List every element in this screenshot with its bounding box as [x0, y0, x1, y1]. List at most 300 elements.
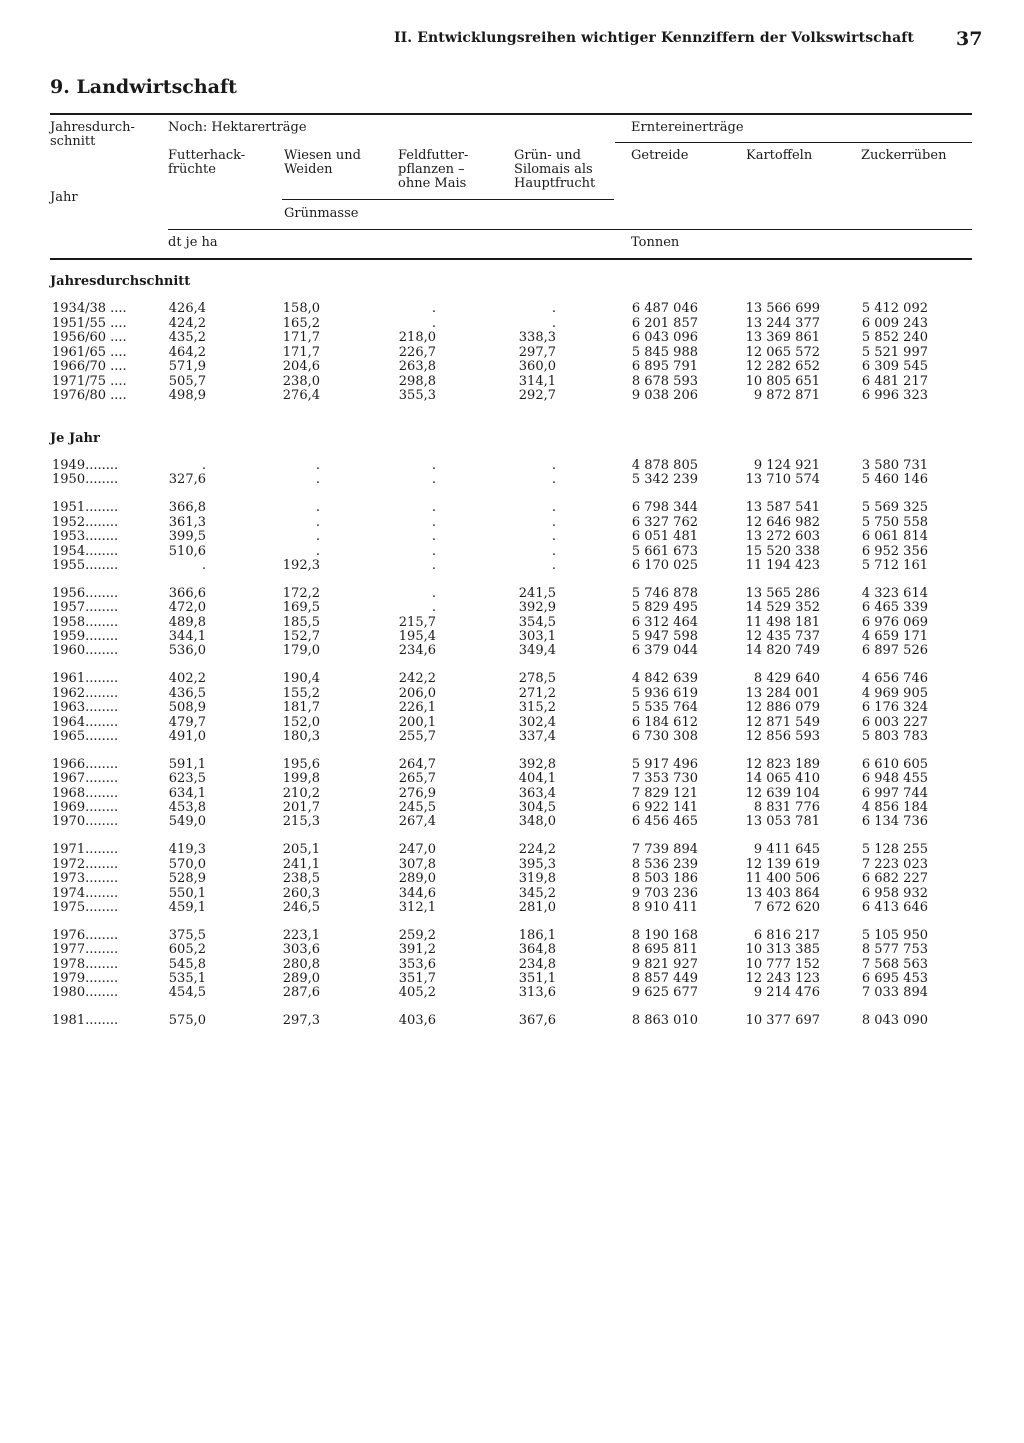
cell-wiesen: 204,6 — [282, 359, 320, 374]
cell-feldfutter: 259,2 — [398, 927, 436, 943]
cell-year: 1958........ — [52, 614, 119, 630]
cell-silomais: . — [551, 529, 556, 545]
cell-zuckerrueben: 5 412 092 — [861, 301, 928, 316]
cell-kartoffeln: 13 272 603 — [745, 529, 820, 545]
cell-wiesen: 297,3 — [282, 1013, 320, 1029]
cell-futterhack: 454,5 — [168, 985, 206, 1001]
cell-zuckerrueben: 8 577 753 — [861, 942, 928, 958]
gruenmasse-label: Grünmasse — [284, 206, 359, 221]
col-feldfutter-header — [398, 149, 468, 191]
page-title: 9. Landwirtschaft — [50, 76, 237, 98]
cell-year: 1973........ — [52, 871, 119, 887]
cell-feldfutter: 247,0 — [398, 842, 436, 858]
cell-silomais: . — [551, 301, 556, 316]
cell-getreide: 6 312 464 — [631, 614, 698, 630]
cell-silomais: 404,1 — [518, 771, 556, 787]
cell-feldfutter: 344,6 — [398, 885, 436, 901]
cell-feldfutter: 226,7 — [398, 344, 436, 360]
cell-year: 1977........ — [52, 942, 119, 958]
cell-wiesen: 289,0 — [282, 971, 320, 986]
cell-futterhack: 550,1 — [168, 885, 206, 901]
cell-feldfutter: 245,5 — [398, 800, 436, 815]
cell-getreide: 9 703 236 — [631, 885, 698, 901]
cell-zuckerrueben: 6 413 646 — [861, 899, 928, 915]
col-feldfutter-line3: ohne Mais — [398, 176, 467, 191]
cell-year: 1979........ — [52, 971, 119, 986]
running-head: II. Entwicklungsreihen wichtiger Kennziffern der Volkswirtschaft — [394, 30, 914, 46]
cell-wiesen: 165,2 — [282, 315, 320, 331]
cell-getreide: 5 661 673 — [631, 543, 698, 559]
cell-getreide: 6 730 308 — [631, 728, 698, 744]
cell-year: 1950........ — [52, 472, 119, 488]
cell-kartoffeln: 12 886 079 — [745, 700, 820, 716]
cell-futterhack: 489,8 — [168, 614, 206, 630]
cell-wiesen: . — [315, 500, 320, 516]
cell-kartoffeln: 9 124 921 — [753, 458, 820, 473]
cell-feldfutter: 263,8 — [398, 359, 436, 374]
cell-zuckerrueben: 6 009 243 — [861, 315, 928, 331]
cell-getreide: 5 845 988 — [631, 344, 698, 360]
cell-silomais: 313,6 — [518, 985, 556, 1001]
cell-zuckerrueben: 4 856 184 — [861, 800, 928, 815]
cell-zuckerrueben: 6 958 932 — [861, 885, 928, 901]
cell-getreide: 6 487 046 — [631, 301, 698, 316]
cell-feldfutter: . — [431, 514, 436, 530]
cell-silomais: . — [551, 315, 556, 331]
cell-kartoffeln: 11 194 423 — [745, 557, 820, 573]
cell-getreide: 5 535 764 — [631, 700, 698, 716]
cell-getreide: 5 936 619 — [631, 685, 698, 701]
cell-silomais: . — [551, 543, 556, 559]
cell-year: 1980........ — [52, 985, 119, 1001]
col-futterhack-line1: Futterhack- — [168, 148, 246, 163]
cell-zuckerrueben: 6 695 453 — [861, 971, 928, 986]
cell-zuckerrueben: 7 033 894 — [861, 985, 928, 1001]
cell-feldfutter: 353,6 — [398, 956, 436, 972]
cell-zuckerrueben: 6 997 744 — [861, 785, 928, 801]
cell-wiesen: 169,5 — [282, 600, 320, 616]
header-bottom-rule — [50, 258, 972, 260]
cell-wiesen: . — [315, 529, 320, 545]
cell-silomais: 271,2 — [518, 685, 556, 701]
cell-wiesen: 171,7 — [282, 344, 320, 360]
cell-silomais: 224,2 — [518, 842, 556, 858]
cell-feldfutter: . — [431, 458, 436, 473]
cell-wiesen: 190,4 — [282, 671, 320, 687]
cell-futterhack: 510,6 — [168, 543, 206, 559]
cell-zuckerrueben: 6 003 227 — [861, 714, 928, 730]
cell-feldfutter: 391,2 — [398, 942, 436, 958]
cell-year: 1969........ — [52, 800, 119, 815]
cell-zuckerrueben: 6 176 324 — [861, 700, 928, 716]
cell-wiesen: 238,5 — [282, 871, 320, 887]
cell-wiesen: 192,3 — [282, 557, 320, 573]
col-wiesen-header — [284, 149, 361, 177]
cell-zuckerrueben: 6 952 356 — [861, 543, 928, 559]
cell-kartoffeln: 12 282 652 — [745, 359, 820, 374]
cell-zuckerrueben: 5 128 255 — [861, 842, 928, 858]
cell-kartoffeln: 10 377 697 — [745, 1013, 820, 1029]
cell-year: 1966/70 .... — [52, 359, 127, 374]
cell-year: 1961........ — [52, 671, 119, 687]
cell-zuckerrueben: 6 897 526 — [861, 643, 928, 659]
cell-wiesen: 180,3 — [282, 728, 320, 744]
cell-silomais: . — [551, 472, 556, 488]
cell-year: 1972........ — [52, 856, 119, 872]
cell-feldfutter: 289,0 — [398, 871, 436, 887]
cell-silomais: . — [551, 557, 556, 573]
cell-futterhack: . — [201, 557, 206, 573]
cell-getreide: 7 739 894 — [631, 842, 698, 858]
cell-futterhack: 545,8 — [168, 956, 206, 972]
cell-getreide: 6 379 044 — [631, 643, 698, 659]
cell-kartoffeln: 9 214 476 — [753, 985, 820, 1001]
cell-zuckerrueben: 6 976 069 — [861, 614, 928, 630]
cell-year: 1974........ — [52, 885, 119, 901]
cell-kartoffeln: 13 244 377 — [745, 315, 820, 331]
cell-silomais: 315,2 — [518, 700, 556, 716]
cell-silomais: 338,3 — [518, 330, 556, 345]
cell-futterhack: 479,7 — [168, 714, 206, 730]
cell-kartoffeln: 12 856 593 — [745, 728, 820, 744]
cell-kartoffeln: 10 313 385 — [745, 942, 820, 958]
cell-silomais: 364,8 — [518, 942, 556, 958]
cell-wiesen: 179,0 — [282, 643, 320, 659]
cell-getreide: 6 922 141 — [631, 800, 698, 815]
cell-silomais: 314,1 — [518, 373, 556, 389]
col-feldfutter-line1: Feldfutter- — [398, 148, 469, 163]
cell-year: 1951/55 .... — [52, 315, 127, 331]
cell-futterhack: 535,1 — [168, 971, 206, 986]
col-futterhack-header — [168, 149, 245, 177]
cell-feldfutter: 200,1 — [398, 714, 436, 730]
cell-zuckerrueben: 6 134 736 — [861, 814, 928, 830]
cell-kartoffeln: 9 411 645 — [753, 842, 820, 858]
cell-zuckerrueben: 3 580 731 — [861, 458, 928, 473]
cell-futterhack: 344,1 — [168, 629, 206, 644]
cell-zuckerrueben: 7 223 023 — [861, 856, 928, 872]
cell-wiesen: 287,6 — [282, 985, 320, 1001]
cell-getreide: 7 353 730 — [631, 771, 698, 787]
group-header-hektar: Noch: Hektarerträge — [168, 120, 307, 135]
cell-silomais: 304,5 — [518, 800, 556, 815]
cell-feldfutter: 355,3 — [398, 388, 436, 403]
cell-feldfutter: 215,7 — [398, 614, 436, 630]
cell-kartoffeln: 12 646 982 — [745, 514, 820, 530]
cell-silomais: 186,1 — [518, 927, 556, 943]
cell-kartoffeln: 13 369 861 — [745, 330, 820, 345]
section-je-jahr: Je Jahr — [50, 431, 100, 446]
cell-feldfutter: 351,7 — [398, 971, 436, 986]
unit-left-label: dt je ha — [168, 235, 218, 250]
cell-futterhack: 426,4 — [168, 301, 206, 316]
cell-silomais: 303,1 — [518, 629, 556, 644]
cell-feldfutter: 405,2 — [398, 985, 436, 1001]
cell-silomais: 348,0 — [518, 814, 556, 830]
cell-wiesen: 238,0 — [282, 373, 320, 389]
cell-kartoffeln: 12 243 123 — [745, 971, 820, 986]
cell-feldfutter: . — [431, 529, 436, 545]
cell-futterhack: 528,9 — [168, 871, 206, 887]
cell-getreide: 8 190 168 — [631, 927, 698, 943]
cell-year: 1957........ — [52, 600, 119, 616]
cell-kartoffeln: 8 429 640 — [753, 671, 820, 687]
cell-year: 1956/60 .... — [52, 330, 127, 345]
col-silomais-line2: Silomais als — [514, 162, 593, 177]
cell-wiesen: 223,1 — [282, 927, 320, 943]
cell-wiesen: 280,8 — [282, 956, 320, 972]
cell-futterhack: 623,5 — [168, 771, 206, 787]
cell-kartoffeln: 12 435 737 — [745, 629, 820, 644]
cell-futterhack: 464,2 — [168, 344, 206, 360]
cell-zuckerrueben: 4 969 905 — [861, 685, 928, 701]
cell-wiesen: 260,3 — [282, 885, 320, 901]
cell-zuckerrueben: 5 852 240 — [861, 330, 928, 345]
cell-wiesen: 246,5 — [282, 899, 320, 915]
cell-getreide: 6 201 857 — [631, 315, 698, 331]
cell-feldfutter: . — [431, 585, 436, 601]
cell-silomais: 349,4 — [518, 643, 556, 659]
cell-zuckerrueben: 6 610 605 — [861, 756, 928, 772]
cell-wiesen: 276,4 — [282, 388, 320, 403]
cell-silomais: 292,7 — [518, 388, 556, 403]
group-rule — [615, 142, 972, 143]
cell-silomais: 278,5 — [518, 671, 556, 687]
cell-futterhack: 436,5 — [168, 685, 206, 701]
unit-right-label: Tonnen — [631, 235, 680, 250]
cell-zuckerrueben: 5 712 161 — [861, 557, 928, 573]
page-number: 37 — [956, 28, 983, 50]
col-wiesen-line1: Wiesen und — [284, 148, 361, 163]
cell-feldfutter: 206,0 — [398, 685, 436, 701]
cell-kartoffeln: 9 872 871 — [753, 388, 820, 403]
cell-kartoffeln: 13 053 781 — [745, 814, 820, 830]
cell-zuckerrueben: 6 465 339 — [861, 600, 928, 616]
cell-wiesen: 241,1 — [282, 856, 320, 872]
cell-silomais: 367,6 — [518, 1013, 556, 1029]
cell-kartoffeln: 12 639 104 — [745, 785, 820, 801]
cell-futterhack: 491,0 — [168, 728, 206, 744]
cell-getreide: 6 170 025 — [631, 557, 698, 573]
cell-wiesen: 303,6 — [282, 942, 320, 958]
cell-zuckerrueben: 4 323 614 — [861, 585, 928, 601]
cell-wiesen: . — [315, 472, 320, 488]
col-zuckerrueben-header: Zuckerrüben — [861, 148, 947, 163]
cell-year: 1934/38 .... — [52, 301, 127, 316]
cell-year: 1978........ — [52, 956, 119, 972]
cell-futterhack: 419,3 — [168, 842, 206, 858]
cell-year: 1981........ — [52, 1013, 119, 1029]
cell-year: 1971/75 .... — [52, 373, 127, 389]
cell-year: 1976/80 .... — [52, 388, 127, 403]
cell-getreide: 6 184 612 — [631, 714, 698, 730]
cell-getreide: 8 695 811 — [631, 942, 698, 958]
cell-kartoffeln: 8 831 776 — [753, 800, 820, 815]
cell-year: 1966........ — [52, 756, 119, 772]
cell-futterhack: 536,0 — [168, 643, 206, 659]
cell-wiesen: 152,0 — [282, 714, 320, 730]
cell-getreide: 8 910 411 — [631, 899, 698, 915]
cell-year: 1963........ — [52, 700, 119, 716]
cell-futterhack: 366,8 — [168, 500, 206, 516]
cell-kartoffeln: 7 672 620 — [753, 899, 820, 915]
cell-kartoffeln: 14 065 410 — [745, 771, 820, 787]
cell-kartoffeln: 13 403 864 — [745, 885, 820, 901]
col-futterhack-line2: früchte — [168, 162, 216, 177]
cell-feldfutter: 265,7 — [398, 771, 436, 787]
cell-futterhack: 459,1 — [168, 899, 206, 915]
cell-getreide: 6 327 762 — [631, 514, 698, 530]
cell-kartoffeln: 13 566 699 — [745, 301, 820, 316]
cell-getreide: 4 842 639 — [631, 671, 698, 687]
cell-zuckerrueben: 7 568 563 — [861, 956, 928, 972]
cell-wiesen: . — [315, 543, 320, 559]
cell-getreide: 5 917 496 — [631, 756, 698, 772]
cell-silomais: 392,8 — [518, 756, 556, 772]
cell-kartoffeln: 12 871 549 — [745, 714, 820, 730]
cell-feldfutter: 234,6 — [398, 643, 436, 659]
cell-kartoffeln: 15 520 338 — [745, 543, 820, 559]
cell-kartoffeln: 13 284 001 — [745, 685, 820, 701]
cell-year: 1954........ — [52, 543, 119, 559]
cell-year: 1967........ — [52, 771, 119, 787]
cell-getreide: 5 746 878 — [631, 585, 698, 601]
cell-getreide: 8 503 186 — [631, 871, 698, 887]
unit-rule — [168, 229, 972, 230]
cell-year: 1970........ — [52, 814, 119, 830]
cell-feldfutter: . — [431, 301, 436, 316]
cell-year: 1976........ — [52, 927, 119, 943]
cell-feldfutter: 403,6 — [398, 1013, 436, 1029]
cell-zuckerrueben: 5 460 146 — [861, 472, 928, 488]
cell-getreide: 8 536 239 — [631, 856, 698, 872]
cell-silomais: 351,1 — [518, 971, 556, 986]
cell-feldfutter: 298,8 — [398, 373, 436, 389]
cell-wiesen: 181,7 — [282, 700, 320, 716]
cell-feldfutter: 242,2 — [398, 671, 436, 687]
cell-zuckerrueben: 5 521 997 — [861, 344, 928, 360]
cell-getreide: 8 863 010 — [631, 1013, 698, 1029]
cell-futterhack: 549,0 — [168, 814, 206, 830]
cell-kartoffeln: 11 498 181 — [745, 614, 820, 630]
cell-getreide: 6 456 465 — [631, 814, 698, 830]
col-year-header-line1: Jahresdurch- — [50, 120, 135, 135]
cell-kartoffeln: 13 587 541 — [745, 500, 820, 516]
col-kartoffeln-header: Kartoffeln — [746, 148, 813, 163]
cell-futterhack: 435,2 — [168, 330, 206, 345]
cell-getreide: 5 947 598 — [631, 629, 698, 644]
cell-zuckerrueben: 6 948 455 — [861, 771, 928, 787]
cell-year: 1961/65 .... — [52, 344, 127, 360]
cell-kartoffeln: 6 816 217 — [753, 927, 820, 943]
cell-zuckerrueben: 5 569 325 — [861, 500, 928, 516]
cell-getreide: 5 829 495 — [631, 600, 698, 616]
cell-futterhack: 570,0 — [168, 856, 206, 872]
cell-futterhack: 472,0 — [168, 600, 206, 616]
cell-futterhack: 505,7 — [168, 373, 206, 389]
cell-zuckerrueben: 6 061 814 — [861, 529, 928, 545]
cell-feldfutter: . — [431, 315, 436, 331]
cell-zuckerrueben: 4 656 746 — [861, 671, 928, 687]
cell-zuckerrueben: 4 659 171 — [861, 629, 928, 644]
cell-futterhack: 575,0 — [168, 1013, 206, 1029]
cell-wiesen: 172,2 — [282, 585, 320, 601]
cell-getreide: 7 829 121 — [631, 785, 698, 801]
cell-silomais: 360,0 — [518, 359, 556, 374]
cell-year: 1952........ — [52, 514, 119, 530]
cell-getreide: 8 857 449 — [631, 971, 698, 986]
cell-zuckerrueben: 5 750 558 — [861, 514, 928, 530]
cell-wiesen: 152,7 — [282, 629, 320, 644]
cell-silomais: 297,7 — [518, 344, 556, 360]
cell-silomais: 345,2 — [518, 885, 556, 901]
col-feldfutter-line2: pflanzen – — [398, 162, 465, 177]
cell-silomais: . — [551, 514, 556, 530]
cell-feldfutter: 312,1 — [398, 899, 436, 915]
cell-kartoffeln: 12 823 189 — [745, 756, 820, 772]
group-header-ernte: Erntereinerträge — [631, 120, 744, 135]
cell-futterhack: 375,5 — [168, 927, 206, 943]
cell-year: 1968........ — [52, 785, 119, 801]
cell-silomais: 395,3 — [518, 856, 556, 872]
cell-wiesen: 210,2 — [282, 785, 320, 801]
cell-zuckerrueben: 6 682 227 — [861, 871, 928, 887]
cell-silomais: 337,4 — [518, 728, 556, 744]
cell-feldfutter: 226,1 — [398, 700, 436, 716]
cell-getreide: 9 038 206 — [631, 388, 698, 403]
cell-getreide: 9 821 927 — [631, 956, 698, 972]
col-year-header — [50, 121, 135, 149]
cell-wiesen: . — [315, 514, 320, 530]
cell-futterhack: 402,2 — [168, 671, 206, 687]
cell-feldfutter: 264,7 — [398, 756, 436, 772]
cell-zuckerrueben: 5 105 950 — [861, 927, 928, 943]
cell-year: 1955........ — [52, 557, 119, 573]
cell-year: 1965........ — [52, 728, 119, 744]
cell-getreide: 6 895 791 — [631, 359, 698, 374]
cell-wiesen: . — [315, 458, 320, 473]
cell-silomais: 363,4 — [518, 785, 556, 801]
cell-futterhack: 634,1 — [168, 785, 206, 801]
cell-year: 1960........ — [52, 643, 119, 659]
cell-silomais: . — [551, 458, 556, 473]
cell-futterhack: 327,6 — [168, 472, 206, 488]
cell-futterhack: 508,9 — [168, 700, 206, 716]
cell-kartoffeln: 11 400 506 — [745, 871, 820, 887]
cell-silomais: 302,4 — [518, 714, 556, 730]
cell-feldfutter: 218,0 — [398, 330, 436, 345]
cell-kartoffeln: 14 820 749 — [745, 643, 820, 659]
cell-feldfutter: . — [431, 557, 436, 573]
cell-wiesen: 205,1 — [282, 842, 320, 858]
col-year-header-jahr: Jahr — [50, 190, 78, 205]
col-wiesen-line2: Weiden — [284, 162, 333, 177]
cell-year: 1962........ — [52, 685, 119, 701]
cell-feldfutter: . — [431, 600, 436, 616]
cell-zuckerrueben: 6 309 545 — [861, 359, 928, 374]
cell-getreide: 4 878 805 — [631, 458, 698, 473]
cell-kartoffeln: 12 139 619 — [745, 856, 820, 872]
cell-feldfutter: 276,9 — [398, 785, 436, 801]
cell-wiesen: 158,0 — [282, 301, 320, 316]
cell-futterhack: 366,6 — [168, 585, 206, 601]
cell-futterhack: 571,9 — [168, 359, 206, 374]
cell-year: 1949........ — [52, 458, 119, 473]
cell-futterhack: 361,3 — [168, 514, 206, 530]
cell-wiesen: 185,5 — [282, 614, 320, 630]
cell-silomais: 234,8 — [518, 956, 556, 972]
col-silomais-line1: Grün- und — [514, 148, 581, 163]
